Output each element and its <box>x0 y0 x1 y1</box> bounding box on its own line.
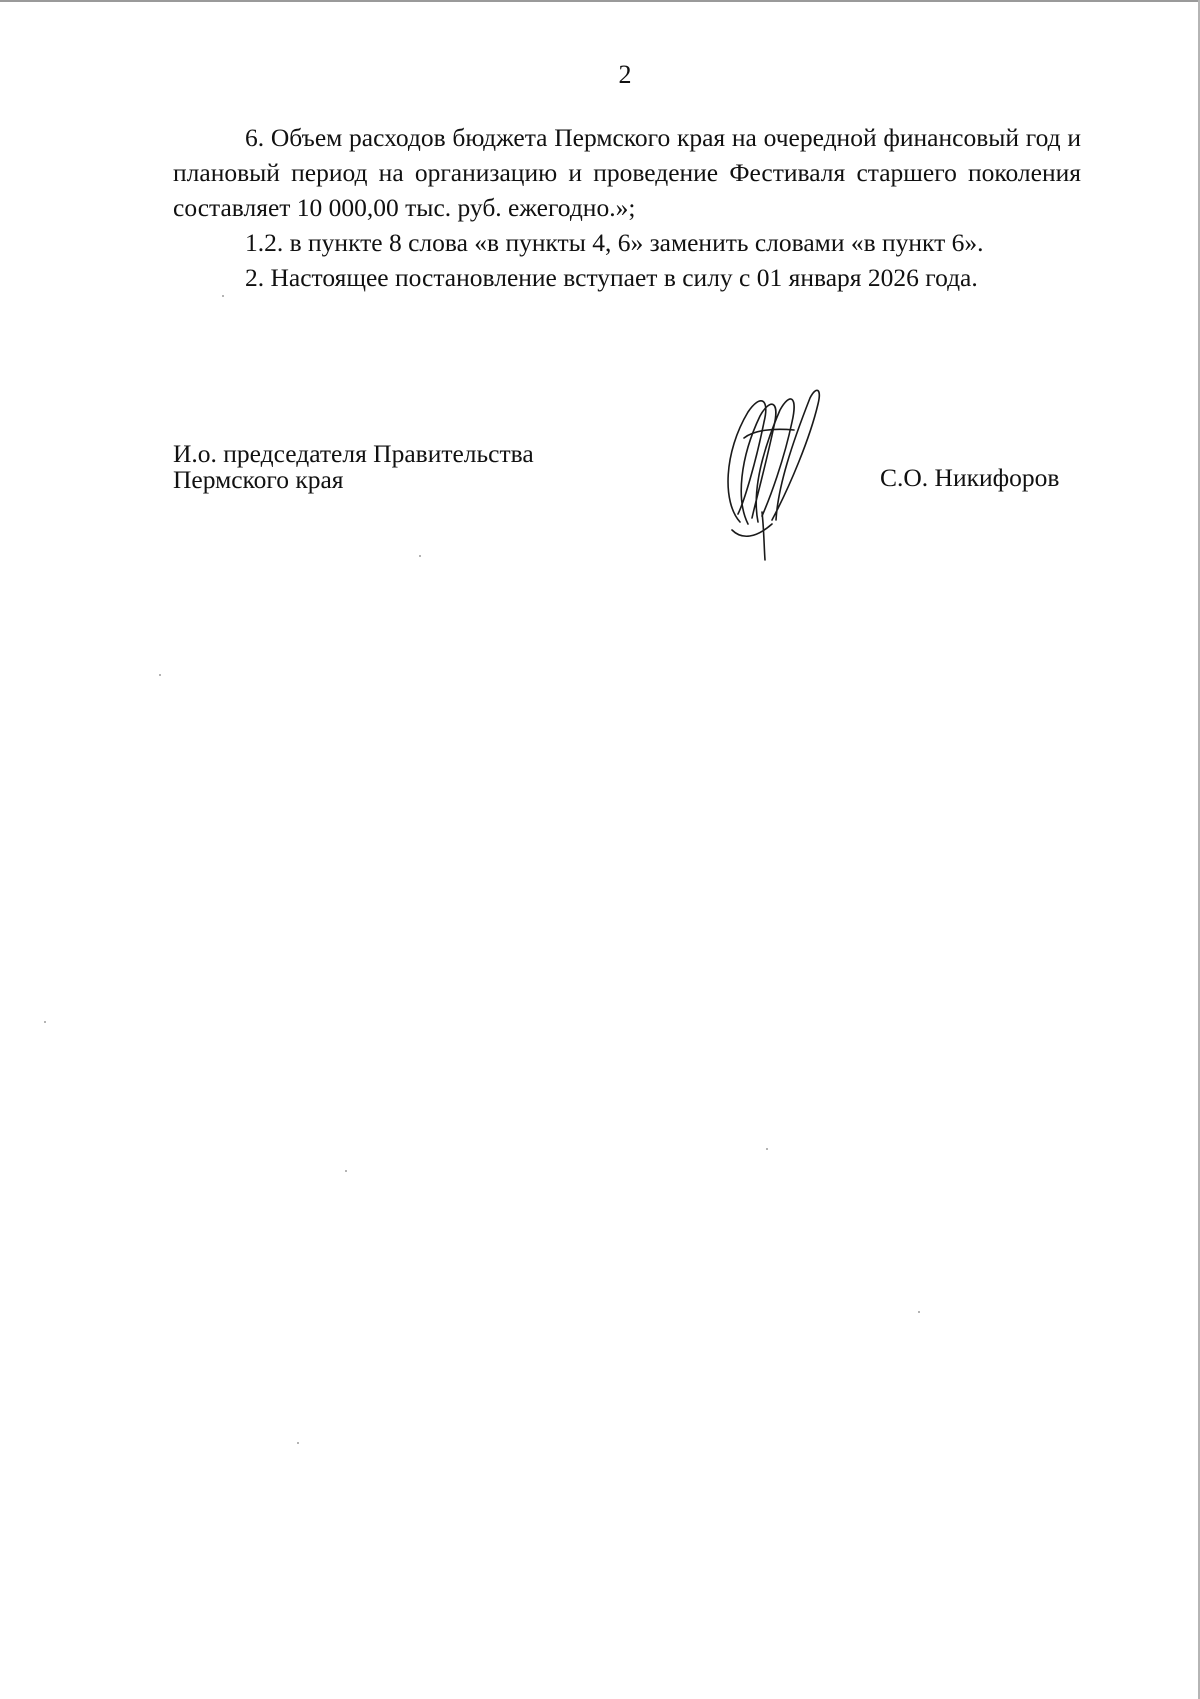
signatory-name: С.О. Никифоров <box>880 463 1060 492</box>
signatory-position <box>173 441 534 493</box>
signatory-position-line1: И.о. председателя Правительства <box>173 439 534 468</box>
scan-speck <box>918 1311 920 1313</box>
scan-speck <box>766 1148 768 1150</box>
paragraph-item-2: 2. Настоящее постановление вступает в силу с 01 января 2026 года. <box>245 263 978 292</box>
scan-speck <box>297 1442 299 1444</box>
page-number: 2 <box>618 60 632 89</box>
scan-speck <box>419 555 421 557</box>
handwritten-signature <box>718 382 830 564</box>
scan-speck <box>345 1170 347 1172</box>
paragraph-item-6: 6. Объем расходов бюджета Пермского края на очередной финансовый год и плановый период на организацию и проведение Фестиваля старшего поколения составляет 10 000,00 тыс. руб. ежегодно.»; <box>173 123 1081 222</box>
document-body <box>173 120 1081 295</box>
scan-speck <box>159 674 161 676</box>
paragraph-item-1-2: 1.2. в пункте 8 слова «в пункты 4, 6» заменить словами «в пункт 6». <box>245 228 984 257</box>
scan-speck <box>222 295 224 297</box>
scan-speck <box>44 1021 46 1023</box>
scan-edge-top <box>0 0 1200 2</box>
signatory-position-line2: Пермского края <box>173 465 344 494</box>
